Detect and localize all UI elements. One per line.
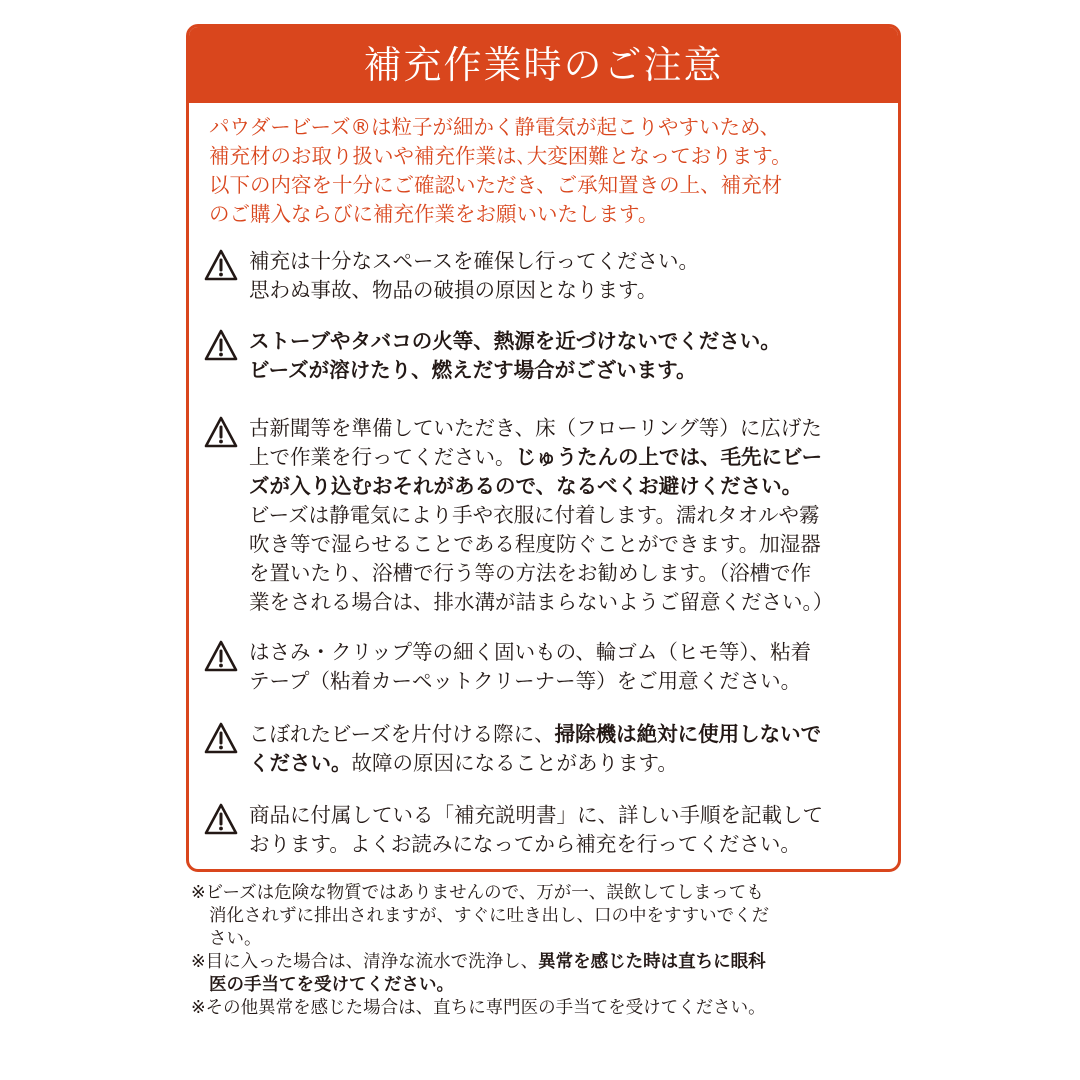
item-line: を置いたり、浴槽で行う等の方法をお勧めします。（浴槽で作 (249, 561, 812, 585)
caution-item-tools (203, 638, 890, 696)
item-line: ストーブやタバコの火等、熱源を近づけないでください。 (249, 329, 781, 353)
item-line (249, 443, 890, 472)
item-line (249, 749, 890, 778)
intro-line: 以下の内容を十分にご確認いただき、ご承知置きの上、補充材 (209, 173, 783, 197)
item-line: はさみ・クリップ等の細く固いもの、輪ゴム（ヒモ等）、粘着 (249, 640, 812, 664)
intro-line: のご購入ならびに補充作業をお願いいたします。 (209, 202, 659, 226)
caution-box (186, 24, 901, 872)
footnote-line: 医の手当てを受けてください。 (209, 975, 454, 995)
warning-triangle-icon (203, 415, 239, 449)
item-line: 古新聞等を準備していただき、床（フローリング等）に広げた (249, 416, 822, 440)
footnote-line: ※その他異常を感じた場合は、直ちに専門医の手当てを受けてください。 (191, 998, 766, 1018)
caution-item-manual (203, 801, 890, 859)
item-text: 故障の原因になることがあります。 (351, 751, 678, 775)
item-line: 業をされる場合は、排水溝が詰まらないようご留意ください。） (249, 590, 834, 614)
item-line: 吹き等で湿らせることである程度防ぐことができます。加湿器 (249, 532, 821, 556)
item-line: 商品に付属している「補充説明書」に、詳しい手順を記載して (249, 803, 823, 827)
caution-item-space (203, 247, 890, 305)
item-text-emphasis: ください。 (249, 751, 352, 775)
footnote-text: ※目に入った場合は、清浄な流水で洗浄し、 (191, 952, 539, 972)
item-line: ビーズは静電気により手や衣服に付着します。濡れタオルや霧 (249, 503, 820, 527)
caution-item-floor (203, 414, 890, 617)
caution-item-heat (203, 327, 890, 385)
item-line (249, 720, 890, 749)
item-line: 補充は十分なスペースを確保し行ってください。 (249, 249, 699, 273)
intro-line: パウダービーズ®は粒子が細かく静電気が起こりやすいため、 (209, 115, 781, 139)
item-text-emphasis: 掃除機は絶対に使用しないで (554, 722, 822, 746)
item-text-emphasis: じゅうたんの上では、毛先にビー (515, 445, 823, 469)
footnote-line: 消化されずに排出されますが、すぐに吐き出し、口の中をすすいでくだ (209, 906, 770, 926)
item-text: 上で作業を行ってください。 (249, 445, 516, 469)
warning-triangle-icon (203, 639, 239, 673)
footnote-emphasis: 異常を感じた時は直ちに眼科 (538, 952, 766, 972)
page-title: 補充作業時のご注意 (189, 27, 898, 103)
intro-paragraph (189, 103, 898, 229)
item-line: ビーズが溶けたり、燃えだす場合がございます。 (249, 358, 697, 382)
warning-triangle-icon (203, 721, 239, 755)
footnotes (191, 882, 769, 1020)
warning-triangle-icon (203, 802, 239, 836)
item-line: ズが入り込むおそれがあるので、なるべくお避けください。 (249, 474, 803, 498)
item-text: こぼれたビーズを片付ける際に、 (249, 722, 555, 746)
caution-item-vacuum (203, 720, 890, 778)
warning-triangle-icon (203, 328, 239, 362)
warning-triangle-icon (203, 248, 239, 282)
item-line: 思わぬ事故、物品の破損の原因となります。 (249, 278, 658, 302)
footnote-line: さい。 (209, 929, 262, 949)
item-line: おります。よくお読みになってから補充を行ってください。 (249, 832, 801, 856)
footnote-line (191, 951, 769, 974)
intro-line: 補充材のお取り扱いや補充作業は､大変困難となっております。 (209, 144, 792, 168)
item-line: テープ（粘着カーペットクリーナー等）をご用意ください。 (249, 669, 802, 693)
footnote-line: ※ビーズは危険な物質ではありませんので、万が一、誤飲してしまっても (191, 883, 764, 903)
